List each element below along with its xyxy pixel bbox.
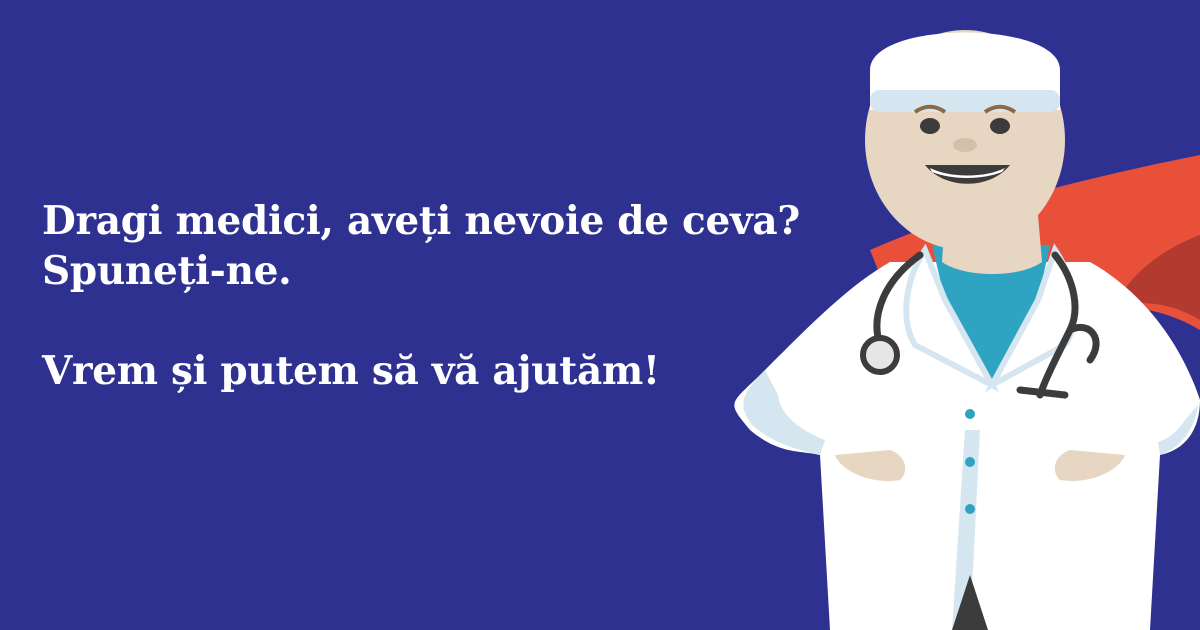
headline-line-ask: Spuneți-ne. — [42, 248, 292, 294]
doctor-illustration — [720, 0, 1200, 630]
headline-line-offer: Vrem și putem să vă ajutăm! — [42, 348, 660, 394]
headline-line-question: Dragi medici, aveți nevoie de ceva? — [42, 198, 800, 244]
doctor-head-icon — [865, 30, 1065, 250]
